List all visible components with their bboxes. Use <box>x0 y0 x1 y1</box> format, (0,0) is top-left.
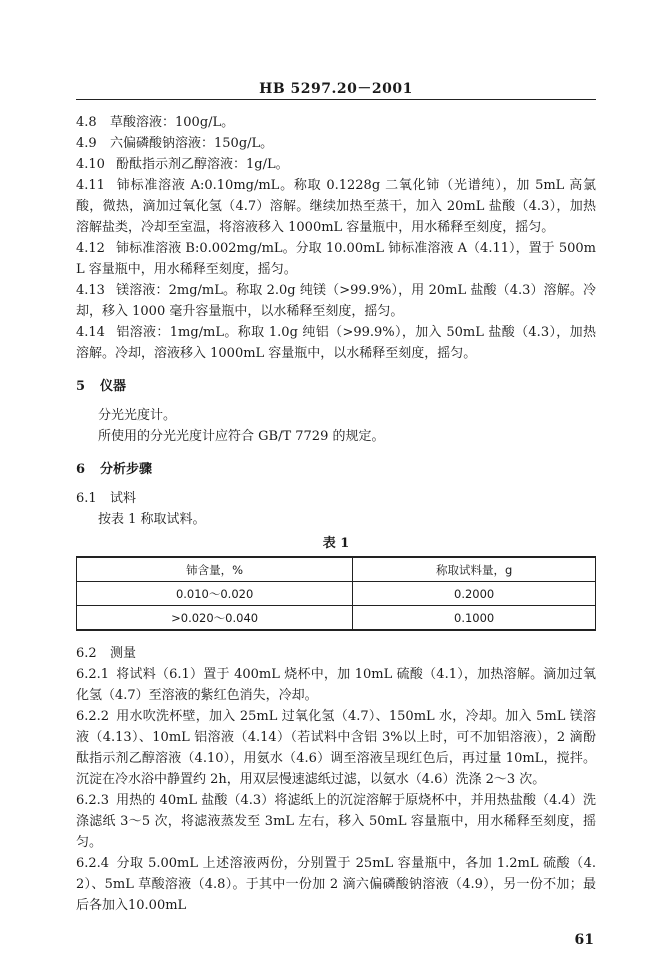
section-6-1-heading: 6.1 试料 <box>76 491 137 506</box>
item-4-11: 4.11 铈标准溶液 A:0.10mg/mL。称取 0.1228g 二氧化铈（光谱纯），加 5mL 高氯酸，微热，滴加过氧化氢（4.7）溶解。继续加热至蒸干，加入 20mL 盐酸（4.3），加热溶解盐类，冷却至室温，将溶液移入 1000mL 容量瓶中，用水稀释至刻度，摇匀。 <box>76 178 596 235</box>
section-6-2-heading: 6.2 测量 <box>76 646 137 661</box>
item-4-12: 4.12 铈标准溶液 B:0.002mg/mL。分取 10.00mL 铈标准溶液 A（4.11），置于 500mL 容量瓶中，用水稀释至刻度，摇匀。 <box>76 241 596 277</box>
section-6-1-text: 按表 1 称取试料。 <box>98 512 206 527</box>
section-5-line-2: 所使用的分光光度计应符合 GB/T 7729 的规定。 <box>98 429 385 444</box>
section-6-heading: 6 分析步骤 <box>76 462 153 477</box>
table-header-cell: 铈含量，% <box>77 557 353 582</box>
step-6-2-4: 6.2.4 分取 5.00mL 上述溶液两份，分别置于 25mL 容量瓶中，各加 1.2mL 硫酸（4.2）、5mL 草酸溶液（4.8）。于其中一份加 2 滴六偏磷酸钠溶液（4.9），另一份不加；最后各加入10.00mL <box>76 856 596 913</box>
table-caption: 表 1 <box>322 536 350 551</box>
item-4-10: 4.10 酚酞指示剂乙醇溶液：1g/L。 <box>76 157 289 172</box>
item-4-9: 4.9 六偏磷酸钠溶液：150g/L。 <box>76 136 274 151</box>
sample-weight-table <box>76 556 596 631</box>
table-row <box>77 582 596 606</box>
table-header-row <box>77 557 596 582</box>
table-row <box>77 606 596 631</box>
document-body <box>76 112 596 916</box>
step-6-2-1: 6.2.1 将试料（6.1）置于 400mL 烧杯中，加 10mL 硫酸（4.1），加热溶解。滴加过氧化氢（4.7）至溶液的紫红色消失，冷却。 <box>76 667 596 703</box>
table-header-cell: 称取试料量，g <box>353 557 596 582</box>
step-6-2-3: 6.2.3 用热的 40mL 盐酸（4.3）将滤纸上的沉淀溶解于原烧杯中，并用热盐酸（4.4）洗涤滤纸 3～5 次，将滤液蒸发至 3mL 左右，移入 50mL 容量瓶中，用水稀释至刻度，摇匀。 <box>76 793 596 850</box>
page-number: 61 <box>574 932 594 948</box>
item-4-14: 4.14 铝溶液：1mg/mL。称取 1.0g 纯铝（>99.9%），加入 50mL 盐酸（4.3），加热溶解。冷却，溶液移入 1000mL 容量瓶中，以水稀释至刻度，摇匀。 <box>76 325 596 361</box>
table-cell: 0.2000 <box>353 582 596 606</box>
table-cell: 0.1000 <box>353 606 596 631</box>
item-4-13: 4.13 镁溶液：2mg/mL。称取 2.0g 纯镁（>99.9%），用 20mL 盐酸（4.3）溶解。冷却，移入 1000 毫升容量瓶中，以水稀释至刻度，摇匀。 <box>76 283 596 319</box>
section-5-line-1: 分光光度计。 <box>98 408 177 423</box>
step-6-2-2: 6.2.2 用水吹洗杯壁，加入 25mL 过氧化氢（4.7）、150mL 水，冷却。加入 5mL 镁溶液（4.13）、10mL 铝溶液（4.14）（若试料中含铝 3%以上时，可不加铝溶液），2 滴酚酞指示剂乙醇溶液（4.10），用氨水（4.6）调至溶液呈现红色后，再过量 10mL，搅拌。沉淀在冷水浴中静置约 2h，用双层慢速滤纸过滤，以氨水（4.6）洗涤 2～3 次。 <box>76 709 596 787</box>
table-cell: >0.020～0.040 <box>77 606 353 631</box>
document-header: HB 5297.20－2001 <box>259 81 413 97</box>
header-rule <box>76 99 596 100</box>
table-cell: 0.010～0.020 <box>77 582 353 606</box>
item-4-8: 4.8 草酸溶液：100g/L。 <box>76 115 235 130</box>
section-5-heading: 5 仪器 <box>76 379 127 394</box>
